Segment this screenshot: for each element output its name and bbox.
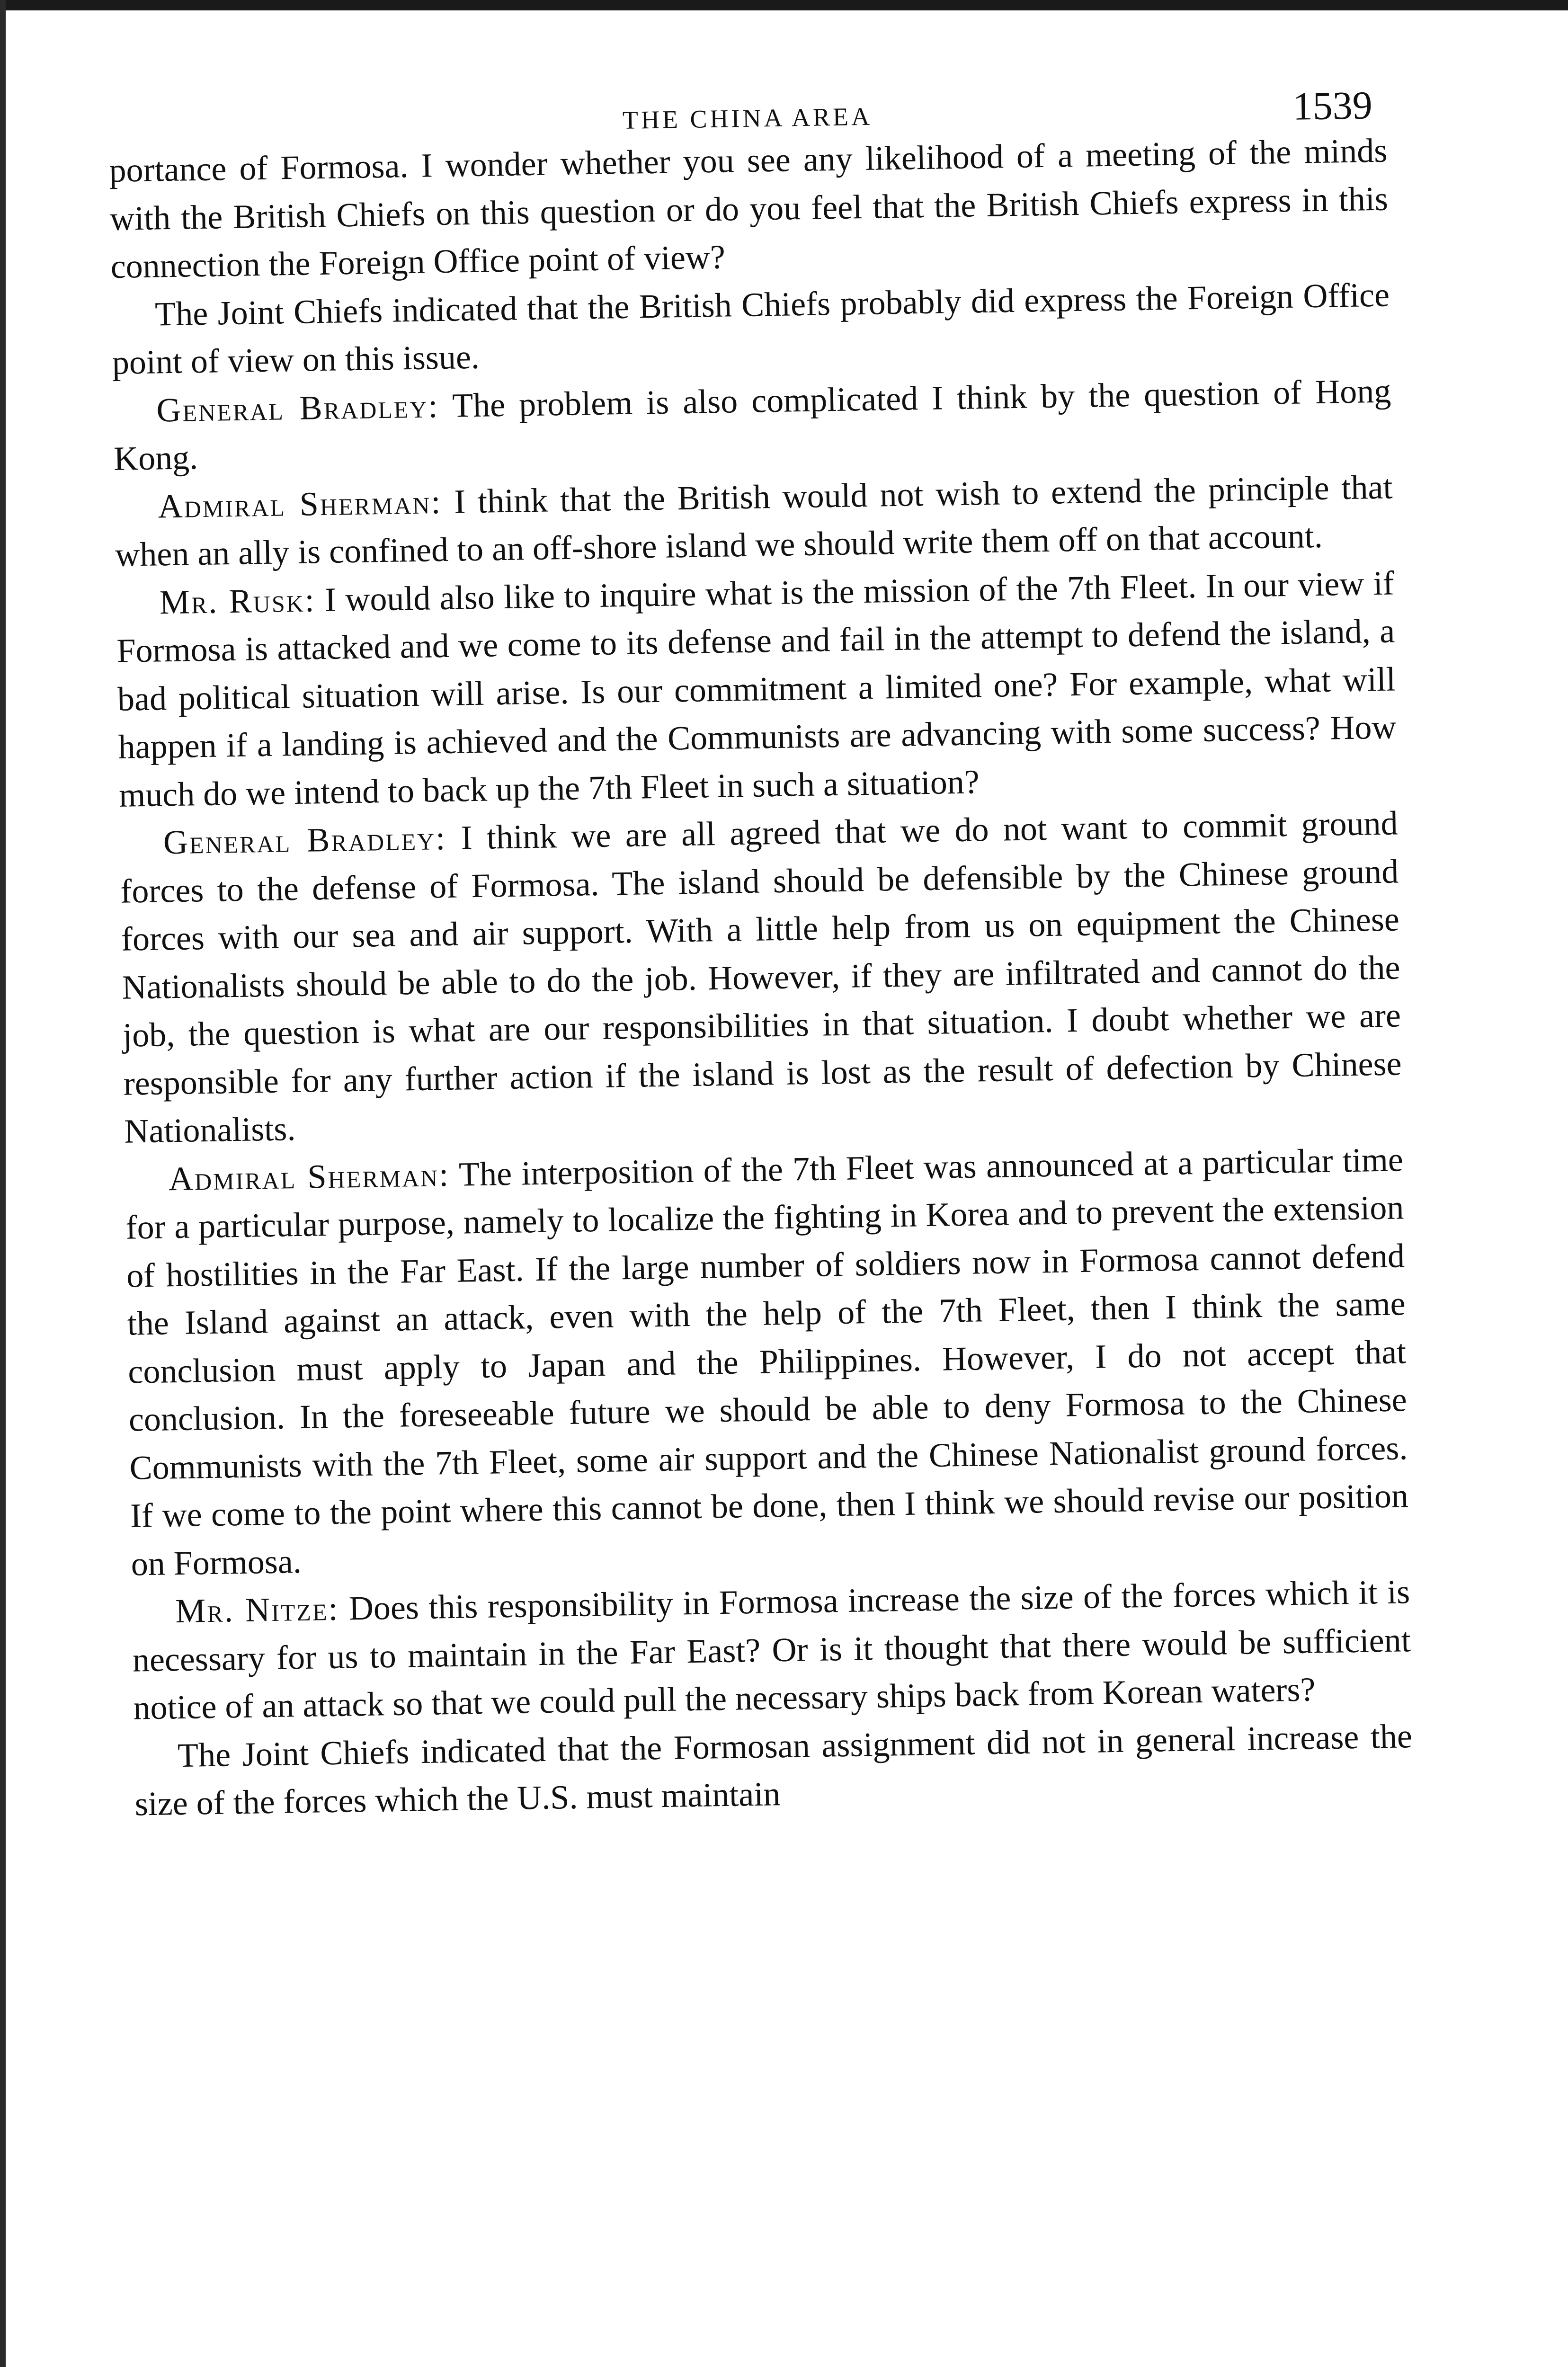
scan-top-border — [0, 0, 1568, 10]
paragraph-7 — [125, 1136, 1409, 1588]
paragraph-9-text: The Joint Chiefs indicated that the Formosan assignment did not in general increase the size of the forces which the U.S. must maintain — [134, 1717, 1413, 1823]
paragraph-9 — [134, 1712, 1413, 1828]
paragraph-5-text: I would also like to inquire what is the mission of the 7th Fleet. In our view if Formosa is attacked and we come to its defense and fail in the attempt to defend the island, a bad political situation will arise. Is our commitment a limited one? For example, what will happen if a landing is achieved and the Communists are advancing with some success? How much do we intend to back up the 7th Fleet in such a situation? — [116, 563, 1397, 814]
body-text — [109, 127, 1413, 1828]
speaker-name: Admiral Sherman: — [158, 482, 443, 525]
paragraph-4 — [114, 463, 1394, 579]
paragraph-8 — [132, 1568, 1412, 1732]
running-title: THE CHINA AREA — [622, 102, 873, 134]
scan-left-border — [0, 0, 6, 2367]
speaker-name: Admiral Sherman: — [168, 1155, 450, 1198]
speaker-name: General Bradley: — [163, 819, 447, 862]
paragraph-4-text: I think that the British would not wish to extend the principle that when an ally is confined to an off-shore island we should write them off on that account. — [115, 467, 1393, 574]
paragraph-7-text: The interposition of the 7th Fleet was announced at a particular time for a particular purpose, namely to localize the fighting in Korea and to prevent the extension of hostilities in the Far East. If the large number of soldiers now in Formosa cannot defend the Island against an attack, even with the help of the 7th Fleet, then I think the same conclusion must apply to Japan and the Philippines. However, I do not accept that conclusion. In the foreseeable future we should be able to deny Formosa to the Chinese Communists with the 7th Fleet, some air support and the Chinese Nationalist ground forces. If we come to the point where this cannot be done, then I think we should revise our position on Formosa. — [125, 1140, 1409, 1583]
speaker-name: Mr. Nitze: — [175, 1589, 340, 1630]
paragraph-6 — [119, 799, 1403, 1156]
speaker-name: General Bradley: — [156, 386, 440, 429]
paragraph-3-text: The problem is also complicated I think by the question of Hong Kong. — [113, 372, 1391, 478]
speaker-name: Mr. Rusk: — [159, 580, 316, 621]
paragraph-5 — [116, 559, 1398, 819]
paragraph-1 — [109, 127, 1389, 291]
paragraph-2-text: The Joint Chiefs indicated that the British Chiefs probably did express the Foreign Office point of view on this issue. — [112, 276, 1390, 382]
paragraph-1-text: portance of Formosa. I wonder whether you see any likelihood of a meeting of the minds with the British Chiefs on this question or do you feel that the British Chiefs express in this connection the Foreign Office point of view? — [108, 131, 1389, 285]
paragraph-6-text: I think we are all agreed that we do not want to commit ground forces to the defense of Formosa. The island should be defensible by the Chinese ground forces with our sea and air support. With a little help from us on equipment the Chinese Nationalists should be able to do the job. However, if they are infiltrated and cannot do the job, the question is what are our responsibilities in that situation. I doubt whether we are responsible for any further action if the island is lost as the result of defection by Chinese Nationalists. — [120, 804, 1402, 1150]
document-page — [108, 75, 1413, 1828]
paragraph-8-text: Does this responsibility in Formosa increase the size of the forces which it is necessary for us to maintain in the Far East? Or is it thought that there would be sufficient notice of an attack so that we could pull the necessary ships back from Korean waters? — [132, 1573, 1411, 1727]
page-number: 1539 — [1292, 83, 1373, 129]
